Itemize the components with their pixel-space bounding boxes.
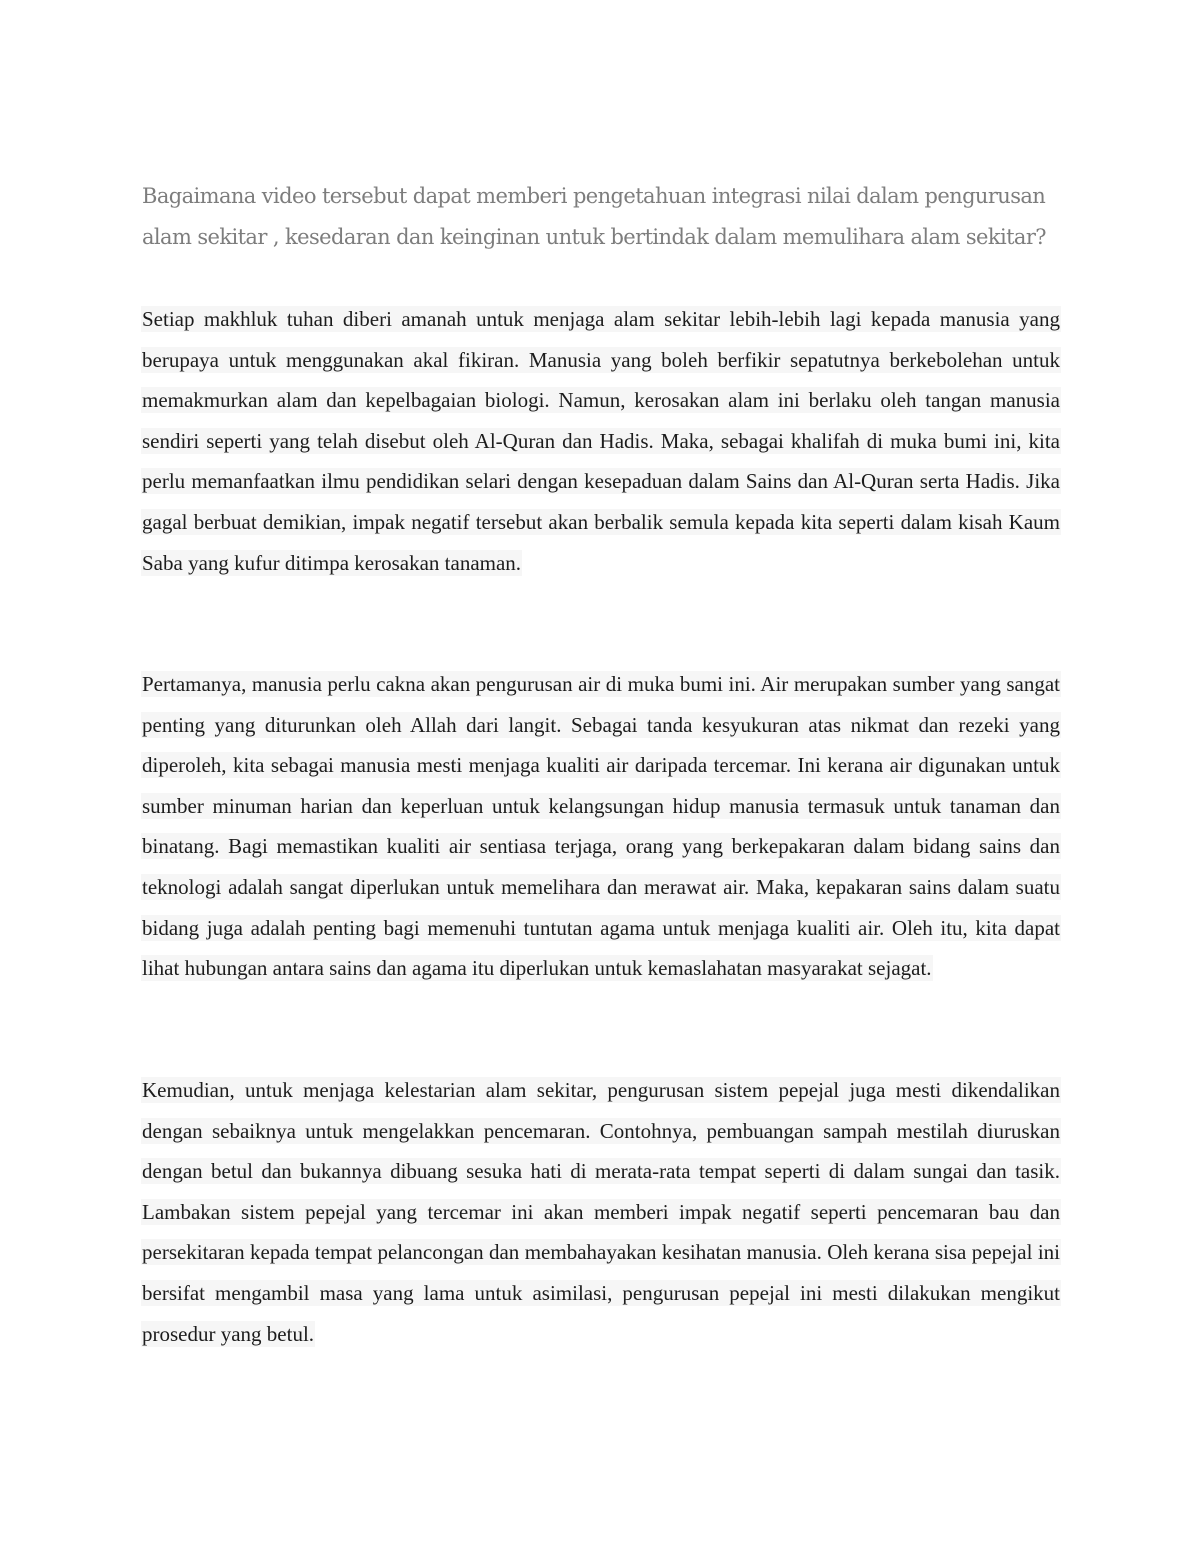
paragraph-3 — [142, 1070, 1060, 1354]
paragraph-3-text: Kemudian, untuk menjaga kelestarian alam sekitar, pengurusan sistem pepejal juga mesti dikendalikan dengan sebaiknya untuk mengelakkan pencemaran. Contohnya, pembuangan sampah mestilah diuruskan dengan betul dan bukannya dibuang sesuka hati di merata-rata tempat seperti di dalam sungai dan tasik. Lambakan sistem pepejal yang tercemar ini akan memberi impak negatif seperti pencemaran bau dan persekitaran kepada tempat pelancongan dan membahayakan kesihatan manusia. Oleh kerana sisa pepejal ini bersifat mengambil masa yang lama untuk asimilasi, pengurusan pepejal ini mesti dilakukan mengikut prosedur yang betul. — [142, 1078, 1060, 1346]
paragraph-1 — [142, 299, 1060, 583]
question-heading: Bagaimana video tersebut dapat memberi pengetahuan integrasi nilai dalam pengurusan alam sekitar , kesedaran dan keinginan untuk bertindak dalam memulihara alam sekitar? — [142, 184, 1046, 249]
paragraph-2 — [142, 664, 1060, 989]
paragraph-1-text: Setiap makhluk tuhan diberi amanah untuk menjaga alam sekitar lebih-lebih lagi kepada manusia yang berupaya untuk menggunakan akal fikiran. Manusia yang boleh berfikir sepatutnya berkebolehan untuk memakmurkan alam dan kepelbagaian biologi. Namun, kerosakan alam ini berlaku oleh tangan manusia sendiri seperti yang telah disebut oleh Al-Quran dan Hadis. Maka, sebagai khalifah di muka bumi ini, kita perlu memanfaatkan ilmu pendidikan selari dengan kesepaduan dalam Sains dan Al-Quran serta Hadis. Jika gagal berbuat demikian, impak negatif tersebut akan berbalik semula kepada kita seperti dalam kisah Kaum Saba yang kufur ditimpa kerosakan tanaman. — [142, 307, 1060, 575]
paragraph-2-text: Pertamanya, manusia perlu cakna akan pengurusan air di muka bumi ini. Air merupakan sumber yang sangat penting yang diturunkan oleh Allah dari langit. Sebagai tanda kesyukuran atas nikmat dan rezeki yang diperoleh, kita sebagai manusia mesti menjaga kualiti air daripada tercemar. Ini kerana air digunakan untuk sumber minuman harian dan keperluan untuk kelangsungan hidup manusia termasuk untuk tanaman dan binatang. Bagi memastikan kualiti air sentiasa terjaga, orang yang berkepakaran dalam bidang sains dan teknologi adalah sangat diperlukan untuk memelihara dan merawat air. Maka, kepakaran sains dalam suatu bidang juga adalah penting bagi memenuhi tuntutan agama untuk menjaga kualiti air. Oleh itu, kita dapat lihat hubungan antara sains dan agama itu diperlukan untuk kemaslahatan masyarakat sejagat. — [142, 672, 1060, 981]
